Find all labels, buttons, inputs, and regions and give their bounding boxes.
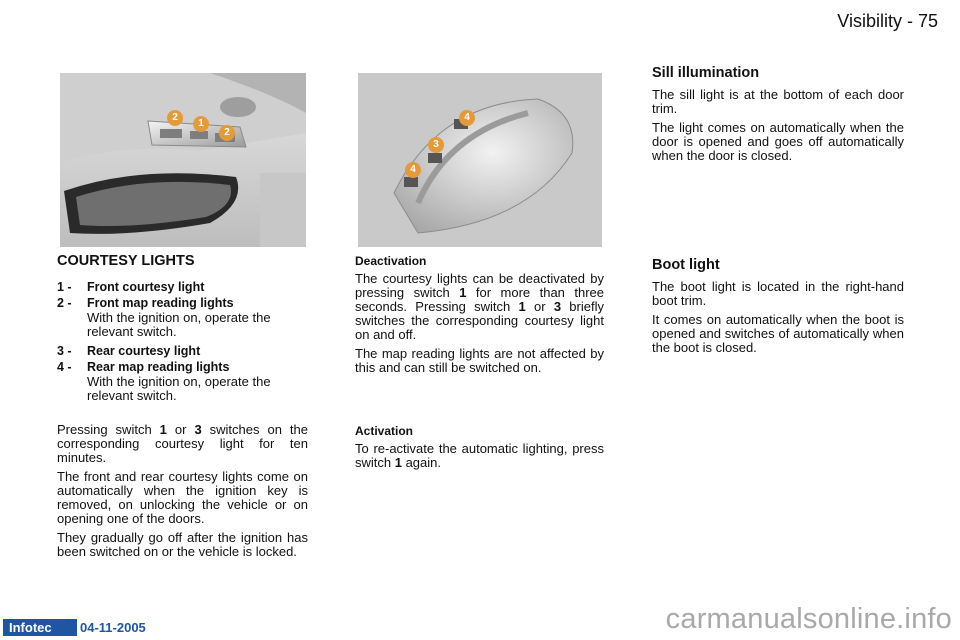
switch-number: 1 — [394, 455, 402, 470]
list-item — [57, 343, 308, 359]
list-item-label: Rear map reading lights — [87, 360, 230, 374]
list-item-note: With the ignition on, operate the relevant switch. — [87, 374, 271, 403]
courtesy-section — [57, 254, 308, 559]
activation-heading: Activation — [355, 424, 414, 438]
list-item-number: 4 - — [57, 360, 72, 374]
switch-number: 3 — [194, 422, 202, 437]
switch-number: 3 — [553, 299, 562, 314]
sill-paragraph: The light comes on automatically when the door is opened and goes off automatically when the door is closed. — [652, 120, 904, 163]
text-run: briefly switches the corresponding courtesy light on and off. — [355, 299, 604, 342]
activation-paragraph — [355, 442, 604, 470]
callout-2-right: 2 — [219, 125, 235, 141]
list-item-label: Front courtesy light — [87, 280, 205, 294]
boot-paragraph: The boot light is located in the right-hand boot trim. — [652, 279, 904, 308]
text-run: or — [166, 422, 195, 437]
sill-section — [652, 66, 904, 163]
switch-number: 1 — [518, 299, 526, 314]
list-item-note: With the ignition on, operate the relevant switch. — [87, 310, 271, 339]
activation-section — [355, 424, 604, 470]
courtesy-paragraph: The front and rear courtesy lights come on automatically when the ignition key is removed, on unlocking the vehicle or on opening one of the doors. — [57, 469, 308, 526]
list-item — [57, 279, 308, 295]
switch-number: 1 — [159, 422, 167, 437]
text-run: switches on the corresponding courtesy light for ten minutes. — [57, 422, 308, 465]
deactivation-heading: Deactivation — [355, 254, 427, 268]
list-item-number: 2 - — [57, 296, 72, 310]
list-item-label: Rear courtesy light — [87, 344, 201, 358]
list-item-number: 3 - — [57, 344, 72, 358]
infotec-logo: Infotec — [3, 619, 77, 636]
watermark-url[interactable]: carmanualsonline.info — [665, 603, 952, 635]
deactivation-section — [355, 254, 604, 375]
list-item — [57, 359, 308, 375]
callout-4-bottom: 4 — [405, 162, 421, 178]
boot-paragraph: It comes on automatically when the boot is opened and switches of automatically when the boot is closed. — [652, 312, 904, 355]
text-run: Pressing switch — [57, 422, 160, 437]
callout-2-left: 2 — [167, 110, 183, 126]
callout-4-top: 4 — [459, 110, 475, 126]
front-light-unit-photo — [60, 73, 306, 247]
switch-number: 1 — [459, 285, 467, 300]
text-run: again. — [401, 455, 442, 470]
boot-heading: Boot light — [652, 257, 720, 273]
deactivation-paragraph — [355, 272, 604, 342]
page-header: Visibility - 75 — [837, 11, 938, 31]
courtesy-heading: COURTESY LIGHTS — [57, 253, 195, 269]
callout-1: 1 — [193, 116, 209, 132]
footer-date: 04-11-2005 — [80, 620, 146, 635]
boot-section — [652, 258, 904, 355]
list-item-number: 1 - — [57, 280, 72, 294]
text-run: To re-activate the automatic lighting, press switch — [355, 441, 604, 470]
text-run: or — [525, 299, 554, 314]
callout-3: 3 — [428, 137, 444, 153]
deactivation-paragraph: The map reading lights are not affected by this and can still be switched on. — [355, 346, 604, 375]
sill-heading: Sill illumination — [652, 65, 760, 81]
courtesy-paragraph — [57, 423, 308, 465]
sill-paragraph: The sill light is at the bottom of each door trim. — [652, 87, 904, 116]
rear-light-unit-photo — [358, 73, 602, 247]
text-run: The courtesy lights can be deactivated by pressing switch — [355, 271, 604, 300]
list-item — [57, 295, 308, 311]
list-item-label: Front map reading lights — [87, 296, 234, 310]
text-run: for more than three seconds. Pressing switch — [355, 285, 604, 314]
courtesy-paragraph: They gradually go off after the ignition has been switched on or the vehicle is locked. — [57, 530, 308, 559]
